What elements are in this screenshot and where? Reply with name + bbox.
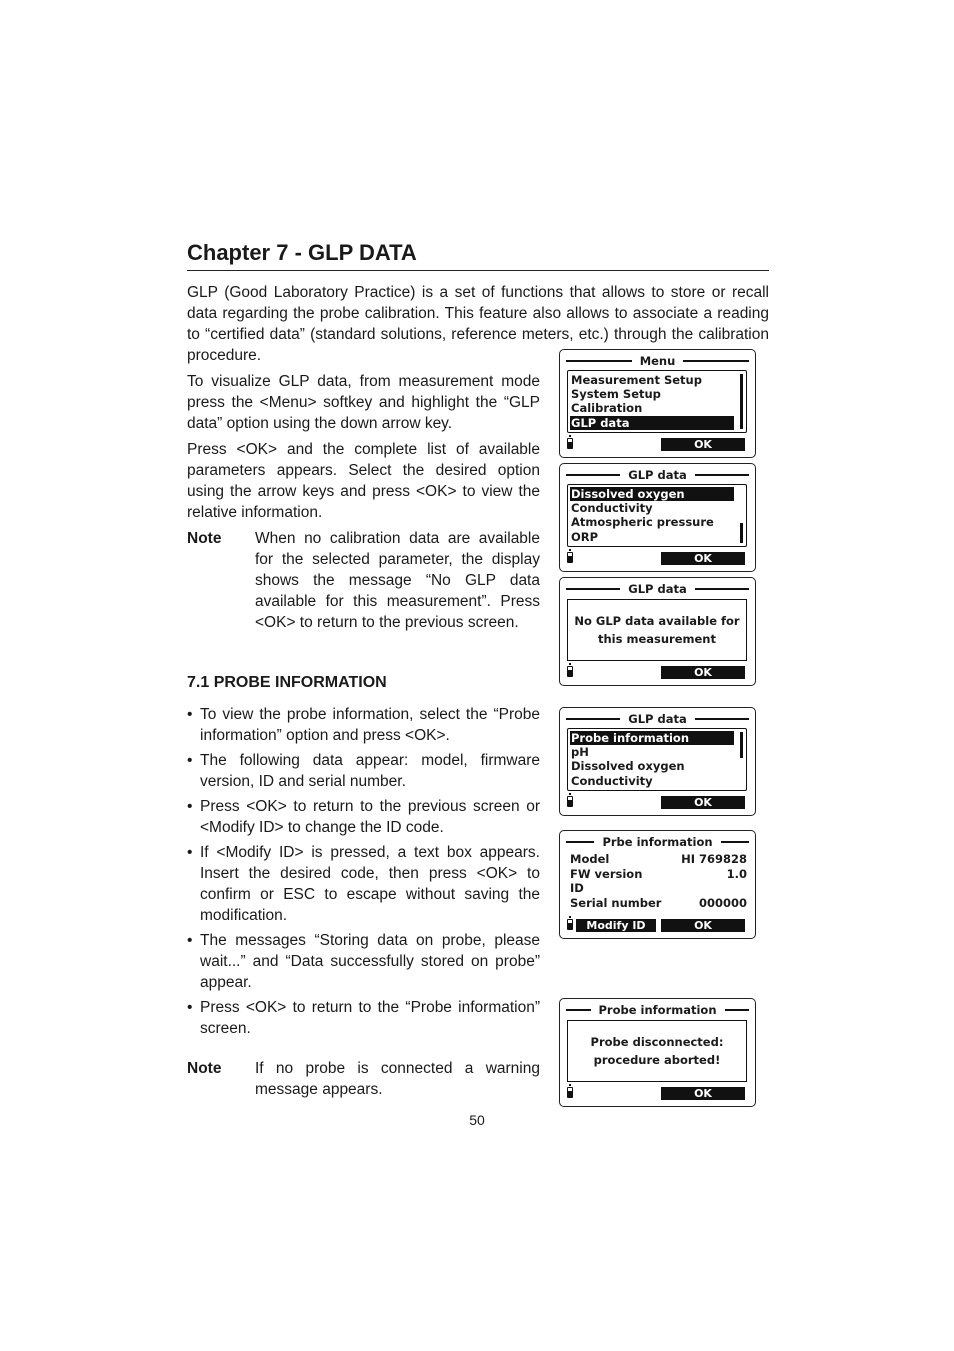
softkey-bar bbox=[566, 666, 743, 679]
table-row bbox=[570, 867, 747, 882]
list-item: • Press <OK> to return to the previous screen or <Modify ID> to change the ID code. bbox=[187, 796, 540, 838]
message-line: No GLP data available for bbox=[574, 614, 740, 628]
intro-paragraph: GLP (Good Laboratory Practice) is a set of functions that allows to store or recall data regarding the probe calibration. This feature also allows to associate a reading to “certified data” (standard solutions, reference meters, etc.) through the calibration procedure. bbox=[187, 284, 769, 364]
softkey-bar bbox=[566, 438, 743, 451]
info-label: FW version bbox=[570, 866, 643, 881]
ok-softkey[interactable]: OK bbox=[661, 1087, 745, 1100]
lcd-title: Probe information bbox=[560, 1003, 755, 1017]
lcd-message-box bbox=[567, 1020, 747, 1082]
note-no-probe bbox=[187, 1058, 540, 1100]
table-row bbox=[570, 852, 747, 867]
scrollbar[interactable] bbox=[740, 732, 743, 758]
info-label: Model bbox=[570, 852, 610, 866]
list-item: • If <Modify ID> is pressed, a text box appears. Insert the desired code, then press <OK> to confirm or ESC to escape without saving the modification. bbox=[187, 842, 540, 926]
lcd-glp-list-probe-screen bbox=[559, 707, 756, 816]
lcd-option-list bbox=[567, 728, 747, 791]
list-item[interactable]: System Setup bbox=[571, 387, 661, 401]
page-title: Chapter 7 - GLP DATA bbox=[187, 238, 769, 271]
lcd-title: Prbe information bbox=[560, 835, 755, 849]
note-text: When no calibration data are available for the selected parameter, the display shows the message “No GLP data available for this measurement”. Press <OK> to return to the previous screen. bbox=[255, 530, 540, 631]
list-item: • The following data appear: model, firmware version, ID and serial number. bbox=[187, 750, 540, 792]
list-item: • The messages “Storing data on probe, please wait...” and “Data successfully stored on probe” appear. bbox=[187, 930, 540, 993]
list-item[interactable]: Measurement Setup bbox=[571, 373, 702, 387]
info-value: 000000 bbox=[698, 895, 747, 910]
page-number: 50 bbox=[469, 1112, 485, 1128]
ok-softkey[interactable]: OK bbox=[661, 666, 745, 679]
lcd-title: Menu bbox=[560, 354, 755, 368]
list-item[interactable]: Atmospheric pressure bbox=[571, 515, 714, 529]
list-item-selected[interactable]: Probe information bbox=[570, 731, 734, 745]
lcd-menu-screen bbox=[559, 349, 756, 458]
lcd-probe-info-screen bbox=[559, 830, 756, 939]
list-item[interactable]: Conductivity bbox=[571, 501, 653, 515]
note-no-data bbox=[187, 528, 540, 633]
message-line: Probe disconnected: bbox=[590, 1035, 724, 1049]
message-line: procedure aborted! bbox=[593, 1053, 721, 1067]
scrollbar[interactable] bbox=[740, 374, 743, 429]
battery-icon bbox=[567, 438, 573, 449]
lcd-probe-disconnected-screen bbox=[559, 998, 756, 1107]
info-label: ID bbox=[570, 881, 584, 895]
lcd-no-data-screen bbox=[559, 577, 756, 686]
lcd-option-list bbox=[567, 484, 747, 547]
battery-icon bbox=[567, 1087, 573, 1098]
softkey-bar bbox=[566, 796, 743, 809]
ok-softkey[interactable]: OK bbox=[661, 552, 745, 565]
list-item-selected[interactable]: GLP data bbox=[570, 416, 734, 430]
select-option-paragraph: Press <OK> and the complete list of available parameters appears. Select the desired option using the arrow keys and press <OK> to view the relative information. bbox=[187, 441, 540, 521]
modify-id-softkey[interactable]: Modify ID bbox=[576, 919, 656, 932]
softkey-bar bbox=[566, 1087, 743, 1100]
ok-softkey[interactable]: OK bbox=[661, 919, 745, 932]
note-text: If no probe is connected a warning message appears. bbox=[255, 1060, 540, 1098]
lcd-title: GLP data bbox=[560, 468, 755, 482]
battery-icon bbox=[567, 919, 573, 930]
lcd-title: GLP data bbox=[560, 582, 755, 596]
info-label: Serial number bbox=[570, 895, 662, 910]
list-item-selected[interactable]: Dissolved oxygen bbox=[570, 487, 734, 501]
section-title: 7.1 PROBE INFORMATION bbox=[187, 674, 387, 691]
list-item: • Press <OK> to return to the “Probe information” screen. bbox=[187, 997, 540, 1039]
list-item[interactable]: Calibration bbox=[571, 401, 643, 415]
lcd-title: GLP data bbox=[560, 712, 755, 726]
ok-softkey[interactable]: OK bbox=[661, 438, 745, 451]
list-item[interactable]: Dissolved oxygen bbox=[571, 759, 685, 773]
softkey-bar bbox=[566, 919, 743, 932]
lcd-message-box bbox=[567, 599, 747, 661]
list-item[interactable]: pH bbox=[571, 745, 589, 759]
info-value: HI 769828 bbox=[681, 852, 747, 866]
info-value: 1.0 bbox=[726, 866, 747, 881]
note-label: Note bbox=[187, 1060, 222, 1077]
list-item[interactable]: ORP bbox=[571, 530, 599, 544]
probe-info-table bbox=[570, 852, 747, 910]
table-row bbox=[570, 881, 747, 896]
ok-softkey[interactable]: OK bbox=[661, 796, 745, 809]
list-item[interactable]: Conductivity bbox=[571, 774, 653, 788]
probe-info-steps bbox=[187, 704, 540, 1043]
battery-icon bbox=[567, 552, 573, 563]
scrollbar[interactable] bbox=[740, 523, 743, 543]
battery-icon bbox=[567, 666, 573, 677]
note-label: Note bbox=[187, 530, 222, 547]
table-row bbox=[570, 896, 747, 911]
battery-icon bbox=[567, 796, 573, 807]
message-line: this measurement bbox=[597, 632, 716, 646]
list-item: • To view the probe information, select the “Probe information” option and press <OK>. bbox=[187, 704, 540, 746]
softkey-bar bbox=[566, 552, 743, 565]
lcd-glp-list-screen bbox=[559, 463, 756, 572]
menu-instructions-paragraph: To visualize GLP data, from measurement mode press the <Menu> softkey and highlight the “GLP data” option using the down arrow key. bbox=[187, 373, 540, 432]
lcd-option-list bbox=[567, 370, 747, 433]
